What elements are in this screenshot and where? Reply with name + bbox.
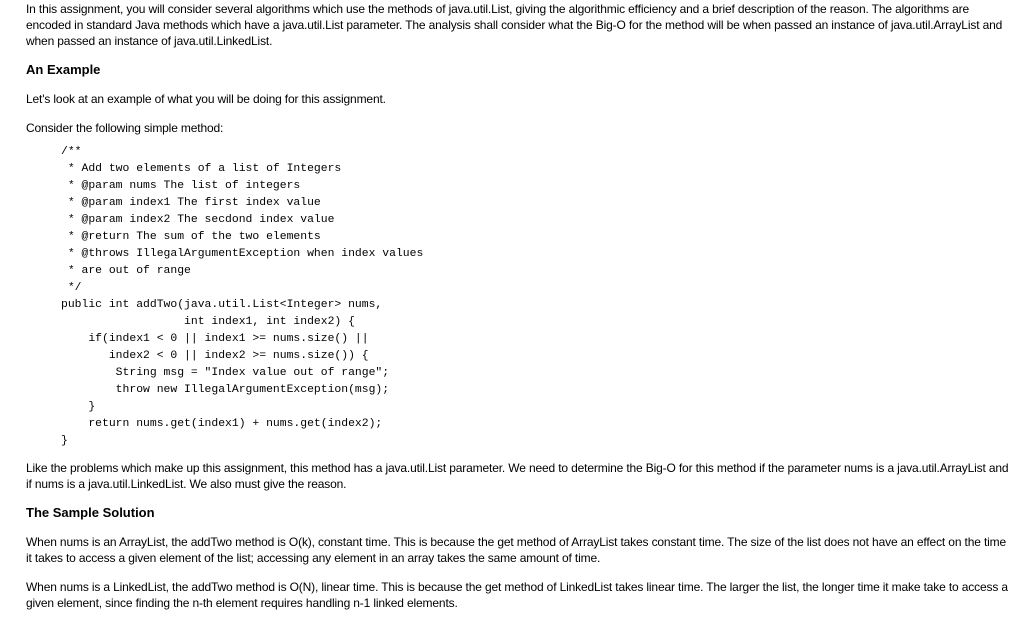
code-line: return nums.get(index1) + nums.get(index2); — [61, 418, 383, 430]
linkedlist-paragraph: When nums is a LinkedList, the addTwo method is O(N), linear time. This is because the get method of LinkedList takes linear time. The larger the list, the longer time it make take to access a given element, since finding the n-th element requires handling n-1 linked elements. — [26, 580, 1008, 610]
code-line: * @param index1 The first index value — [61, 197, 321, 209]
intro-paragraph: In this assignment, you will consider several algorithms which use the methods of java.util.List, giving the algorithmic efficiency and a brief description of the reason. The algorithms are encoded in standard Java methods which have a java.util.List parameter. The analysis shall consider what the Big-O for the method will be when passed an instance of java.util.ArrayList and when passed an instance of java.util.LinkedList. — [26, 2, 1003, 48]
arraylist-paragraph: When nums is an ArrayList, the addTwo method is O(k), constant time. This is because the get method of ArrayList takes constant time. The size of the list does not have an effect on the time it takes to access a given element of the list; accessing any element in an array takes the same amount of time. — [26, 535, 1007, 565]
code-line: public int addTwo(java.util.List<Integer> nums, — [61, 299, 383, 311]
code-line: /** — [61, 146, 82, 158]
code-line: * are out of range — [61, 265, 191, 277]
example-heading: An Example — [26, 62, 101, 77]
code-line: if(index1 < 0 || index1 >= nums.size() || — [61, 333, 369, 345]
consider-paragraph: Consider the following simple method: — [26, 121, 224, 135]
code-line: index2 < 0 || index2 >= nums.size()) { — [61, 350, 369, 362]
code-line: * @param index2 The secdond index value — [61, 214, 335, 226]
code-line: */ — [61, 282, 82, 294]
sample-solution-heading: The Sample Solution — [26, 505, 155, 520]
code-block — [61, 144, 1011, 450]
code-line: String msg = "Index value out of range"; — [61, 367, 390, 379]
code-line: } — [61, 435, 68, 447]
code-line: * @param nums The list of integers — [61, 180, 301, 192]
code-line: * @throws IllegalArgumentException when index values — [61, 248, 424, 260]
like-problems-paragraph: Like the problems which make up this assignment, this method has a java.util.List parameter. We need to determine the Big-O for this method if the parameter nums is a java.util.ArrayList and if nums is a java.util.LinkedList. We also must give the reason. — [26, 461, 1009, 491]
code-line: int index1, int index2) { — [61, 316, 355, 328]
code-line: } — [61, 401, 96, 413]
code-line: * @return The sum of the two elements — [61, 231, 321, 243]
assignment-document — [26, 1, 1011, 611]
lets-look-paragraph: Let's look at an example of what you will be doing for this assignment. — [26, 92, 386, 106]
code-line: * Add two elements of a list of Integers — [61, 163, 342, 175]
code-line: throw new IllegalArgumentException(msg); — [61, 384, 390, 396]
